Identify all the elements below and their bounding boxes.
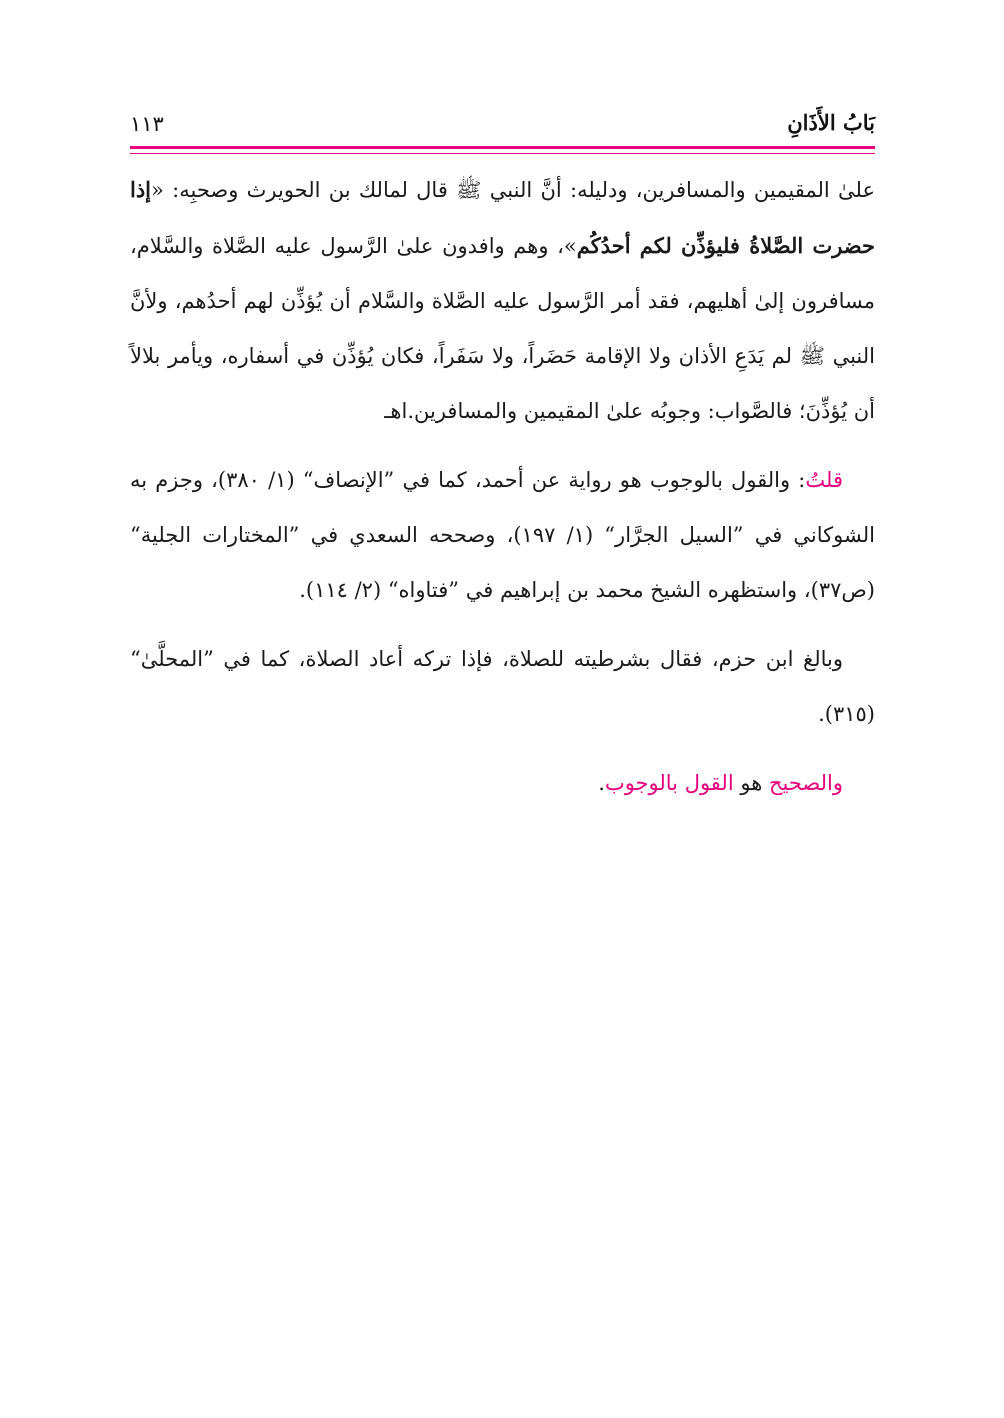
conclusion-lead: والصحيح bbox=[768, 771, 843, 795]
conclusion bbox=[130, 756, 875, 811]
paragraph-3 bbox=[130, 632, 875, 742]
paragraph-2 bbox=[130, 453, 875, 618]
paragraph-2-lead: قلتُ bbox=[805, 468, 844, 492]
page-body bbox=[130, 162, 875, 811]
conclusion-emphasis: القول بالوجوب bbox=[604, 771, 734, 795]
hadith-quote: إذا حضرت الصَّلاةُ فليؤذِّن لكم أحدُكُم bbox=[130, 177, 875, 258]
paragraph-1-part1: علىٰ المقيمين والمسافرين، ودليله: أنَّ النبي ﷺ قال لمالك بن الحويرث وصحبِه: « bbox=[151, 178, 875, 202]
paragraph-2-text: : والقول بالوجوب هو رواية عن أحمد، كما في ”الإنصاف“ (١/ ٣٨٠)، وجزم به الشوكاني في ”السيل الجرَّار“ (١/ ١٩٧)، وصححه السعدي في ”المختارات الجلية“ (ص٣٧)، واستظهره الشيخ محمد بن إبراهيم في ”فتاواه“ (٢/ ١١٤). bbox=[130, 468, 875, 602]
chapter-title: بَابُ الأَذَانِ bbox=[787, 110, 875, 135]
paragraph-3-text: وبالغ ابن حزم، فقال بشرطيته للصلاة، فإذا تركه أعاد الصلاة، كما في ”المحلَّىٰ“ (٣١٥). bbox=[130, 647, 875, 726]
header-rule-thin bbox=[130, 153, 875, 154]
page-header bbox=[130, 108, 875, 144]
paragraph-1 bbox=[130, 162, 875, 439]
paragraph-1-part2: »، وهم وافدون علىٰ الرَّسول عليه الصَّلاة والسَّلام، مسافرون إلىٰ أهليهم، فقد أمر الرَّسول عليه الصَّلاة والسَّلام أن يُؤذِّن لهم أحدُهم، ولأنَّ النبي ﷺ لم يَدَعِ الأذان ولا الإقامة حَضَراً، ولا سَفَراً، فكان يُؤذِّن في أسفاره، ويأمر بلالاً أن يُؤذِّنَ؛ فالصَّواب: وجوبُه علىٰ المقيمين والمسافرين.اهـ bbox=[130, 234, 875, 423]
page-number: ١١٣ bbox=[130, 112, 164, 136]
header-rule-thick bbox=[130, 146, 875, 149]
conclusion-end: . bbox=[598, 771, 605, 795]
conclusion-middle: هو bbox=[733, 771, 769, 795]
